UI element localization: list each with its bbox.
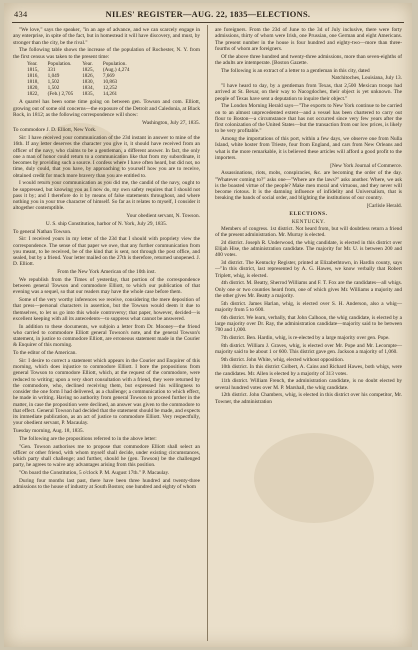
- article-paragraph: The following table shows the increase of the population of Rochester, N. Y. from the first census was taken to the present time:: [13, 47, 200, 60]
- letter-salutation: To commodore J. D. Elliott, New York.: [13, 127, 97, 134]
- letter-paragraph: I would return your communication as you did me, the candid of the navy, ought to be suppressed, but knowing you as I now do, my own safety requires that I should not pass it by; and I therefore do it by means of false statements throughout, and where nothing you in your true character of himself. So far as it relates to myself, I consider it altogether contemptible.: [13, 180, 200, 212]
- election-paragraph: 9th district. John White, whig, elected without opposition.: [221, 356, 345, 363]
- article-paragraph: Some of the very worthy inferences we receive, considering the mere deposition of that press—personal characters in assertion, but the Towson would deem it due to themselves, to let us go into this whole controversy; that paper, however, decided—is excellent keeping with all its antecedents—to suppress what cannot be answered.: [13, 297, 200, 322]
- election-paragraph: 10th district. In this district Colbert, A. Cains and Richard Hawes, both whigs, were the candidates. Mr. Allen is elected by a majority of 313 votes.: [215, 364, 402, 377]
- table-header: Year.: [82, 61, 93, 68]
- table-cell: (Feb.) 2,705: [47, 91, 74, 98]
- election-paragraph: 11th district. William French, the administration candidate, is no doubt elected by several hundred votes over M. P. Marshall, the whig candidate.: [215, 378, 402, 391]
- newspaper-page: [4, 3, 412, 647]
- page-title: NILES' REGISTER—AUG. 22, 1835—ELECTIONS.: [105, 10, 311, 19]
- article-paragraph: are foreigners. From the 23d of June to the 3d of July inclusive, there were forty admissions, thirty of whom were Irish, one Prussian, one German and eight Americans. The present number in the house is four hundred and eighty-two—more than three-fourths of whom are foreigners.: [215, 27, 402, 52]
- dateline: U. S. ship Constitution, harbor of N. York, July 29, 1835.: [45, 220, 168, 227]
- table-cell: 10,863: [102, 79, 118, 86]
- page-number: 434: [14, 10, 28, 19]
- table-cell: 1834,: [82, 85, 94, 92]
- election-paragraph: 4th district. M. Beatty, Sherrod Williams and F. T. Fox are the candidates—all whigs. Only one or two counties heard from, one of which gives Mr. Williams a majority and the other gives Mr. Beatty a majority.: [215, 280, 402, 299]
- dateline: Natchitoches, Louisiana, July 13.: [331, 75, 402, 82]
- table-cell: 1830,: [82, 79, 94, 86]
- table-cell: 1822,: [27, 91, 39, 98]
- article-paragraph: In addition to these documents, we subjoin a letter from Dr. Mooney—the friend who carried to commodore Elliott general Towson's note, and the general Towson's statement, in justice to commodore Elliott, are erroneous statement made in the Courier & Enquirer of this morning.: [13, 323, 200, 349]
- table-cell: 1825,: [82, 67, 94, 74]
- article-paragraph: "Gen. Towson authorises me to propose that commodore Elliott shall select an officer or other friend, with whom myself shall decide, under existing circumstances, which party shall challenge; and further, should he (gen. Towson) be the challenged party, he agrees to waive any advantages arising from this position.: [13, 443, 200, 469]
- table-header: Population.: [102, 61, 127, 68]
- table-cell: 1815,: [27, 67, 39, 74]
- election-paragraph: 6th district. We learn, verbally, that John Calhoon, the whig candidate, is elected by a large majority over Dr. Ray, the administration candidate—majority said to be between 700 and 1,000.: [215, 314, 402, 333]
- table-cell: 1820,: [27, 85, 39, 92]
- article-paragraph: Of the above three hundred and twenty-three admissions, more than seven-eighths of the adults are intemperate. [Boston Gazette.: [215, 53, 402, 66]
- source-credit: From the New York American of the 10th inst.: [57, 269, 156, 275]
- election-paragraph: 8th district. William J. Graves, whig, is elected over Mr. Pope and Mr. Lecompte—majority said to be about 1 or 600. This district gave gen. Jackson a majority of 1,060.: [215, 342, 402, 355]
- table-row: [27, 91, 139, 97]
- letter-paragraph: Sir: I have received your communication of the 23d instant in answer to mine of the 16th. If any letter deserves the character you give it, it should have received from an officer of the navy, who claims to be a gentleman, a different answer. In fact, the only one a man of honor could return to a communication like that from my subordinate, it becomes by providing such a source. I confess where I have often heard, but did not, no time, duly could, that you have, by approaching to yourself how you are to receive, obtained credit for much more bravery than you are entitled to.: [13, 135, 200, 179]
- paper-stain: [254, 433, 374, 523]
- left-column: [13, 27, 200, 492]
- table-cell: 1,502: [47, 79, 60, 86]
- article-paragraph: The following is an extract of a letter to a gentleman in this city, dated: [221, 67, 370, 74]
- header-rule: [12, 22, 404, 23]
- source-credit: [Carlisle Herald.: [366, 203, 402, 209]
- table-cell: 1835,: [82, 91, 94, 98]
- letter-salutation: To the editor of the American.: [13, 350, 77, 356]
- page-header: [12, 9, 404, 23]
- election-paragraph: 5th district. James Harlan, whig, is elected over S. H. Anderson, also a whig—majority from 5 to 600.: [215, 300, 402, 313]
- article-paragraph: "On board the Constitution, 5 o'clock P. M. August 17th." P. Macaulay.: [19, 470, 170, 476]
- article-paragraph: The London Morning Herald says—"The exports to New York continue to be carried on to an almost unprecedented extent—and a vessel has been chartered to carry out flour to Boston—a circumstance that has not occurred since very few years after the first colonization of the United States—but the transaction from our low prices, is likely to be very profitable.": [215, 103, 402, 135]
- letter-salutation: To general Nathan Towson.: [13, 228, 72, 235]
- right-column: [215, 27, 402, 406]
- column-divider: [207, 25, 208, 641]
- letter-paragraph: Sir: I desire to correct a statement which appears in the Courier and Enquirer of this morning, which does injustice to commodore Elliott. I bore the propositions from general Towson to commodore Elliott, which, at the request of the commodore, were reduced to writing; upon a very short consultation with a friend, they were returned by the commodore, who, declined receiving them, but expressed his willingness to consider the one form I had delivered, as a challenge; a communication to which effect, he made in writing. Having no authority from general Towson to proceed further in the matter, in case the proposition were declined, an answer was given to the commodore to that effect. General Towson had decided that the statement should be made, and expects its immediate publication, as an act of justice to commodore Elliott. Very respectfully, your obedient servant, P. Macaulay.: [13, 357, 200, 427]
- election-paragraph: 7th district. Ben. Hardin, whig, is re-elected by a large majority over gen. Pope.: [221, 334, 390, 341]
- letter-signature: Your obedient servant, N. Towson.: [126, 213, 200, 219]
- election-paragraph: 12th district. John Chambers, whig, is elected in this district over his competitor, Mr. Towner, the administration: [215, 392, 402, 405]
- article-paragraph: Among the importations of this port, within a few days, we observe one from Nulla Island, white hoster from Trieste, four from England, and cars from New Orleans and what is the more remarkable, it is believed these articles will afford a good profit to the importers.: [215, 136, 402, 161]
- article-paragraph: The following are the propositions referred to in the above letter:: [19, 435, 157, 442]
- election-paragraph: 2d district. Joseph R. Underwood, the whig candidate, is elected in this district over Elijah Hise, the administration candidate. The majority for Mr. U. is between 200 and 400 votes.: [215, 239, 402, 259]
- table-cell: 1,502: [47, 85, 60, 92]
- population-table: [27, 61, 139, 97]
- table-cell: 7,669: [102, 73, 115, 80]
- table-cell: 1816,: [27, 73, 39, 80]
- election-paragraph: 3d district. The Kentucky Register, printed at Elizabethtown, in Hardin county, says—"In this district, last represented by A. G. Hawes, we know verbally that Robert Triplett, whig, is elected.: [215, 260, 402, 279]
- article-paragraph: A quarrel has been some time going on between gen. Towson and com. Elliott, growing out of some old concerns—the exposure of the Detroit and Caledonia, at Black Rock, in 1812; as the following correspondence will show:: [13, 99, 200, 118]
- source-credit: [New York Journal of Commerce.: [330, 162, 402, 169]
- table-header: Population.: [47, 61, 72, 68]
- election-paragraph: Members of congress. 1st district. Not heard from, but will doubtless return a friend of the present administration. Mr. Murray is elected.: [215, 225, 402, 238]
- table-cell: 1818,: [27, 79, 39, 86]
- article-paragraph: "I have heard to day, by a gentleman from Texas, that 2,500 Mexican troops had arrived at St. Bexar, on their way to Nacogdoches, their object is yet unknown. The people of Texas have sent a deputation to inquire their object.": [215, 83, 402, 102]
- letter-paragraph: Sir: I received yours in my letter of the 23d that I should with propriety view the correspondence. The sense of that paper we owe, that any further communication from you meant, to be received, be of the kind that is sent, not through the post office, and sealed, but by a friend. Your letter mailed on the 27th is therefore, returned unopened. J. D. Elliott.: [13, 236, 200, 268]
- state-heading: KENTUCKY.: [291, 218, 326, 225]
- table-cell: 1,049: [47, 73, 60, 80]
- dateline: Tuesday morning, Aug. 18, 1835.: [13, 428, 85, 434]
- article-paragraph: During four months last past, there have been three hundred and twenty-three admissions to the house of industry at South Boston; one hundred and eighty of whom: [13, 477, 200, 490]
- table-cell: (Aug.) 4,274: [102, 67, 130, 74]
- article-paragraph: "We love," says the speaker, "in an age of advance, and we can scarcely engage in any enterprise, in spite of the fact, but in homestead it will have discovery, and must, by stronger than the city, be the rival.": [13, 27, 200, 46]
- section-heading: ELECTIONS.: [289, 211, 328, 218]
- table-cell: 1826,: [82, 73, 94, 80]
- table-cell: 331: [47, 67, 56, 74]
- table-cell: 12,252: [102, 85, 118, 92]
- table-header: Year.: [27, 61, 38, 68]
- table-cell: 14,261: [102, 91, 118, 98]
- dateline: Washington, July 27, 1835.: [142, 119, 200, 126]
- article-paragraph: Assassinations, riots, mobs, conspiracies, &c. are becoming the order of the day. "Whatever coming to?" asks one—"Where are the laws?" asks another. Where, we ask is the boasted virtue of the people? Make men moral and virtuous, and they never will become riotous. It is the damning influence of infidelity and Universalism, that is breaking the bands of social order, and blighting the institutions of our country.: [215, 170, 402, 202]
- article-paragraph: We republish from the Times of yesterday, that portion of the correspondence between general Towson and commodore Elliott, to which our publication of that evening was a sequel, so that our readers may have the whole case before them.: [13, 276, 200, 296]
